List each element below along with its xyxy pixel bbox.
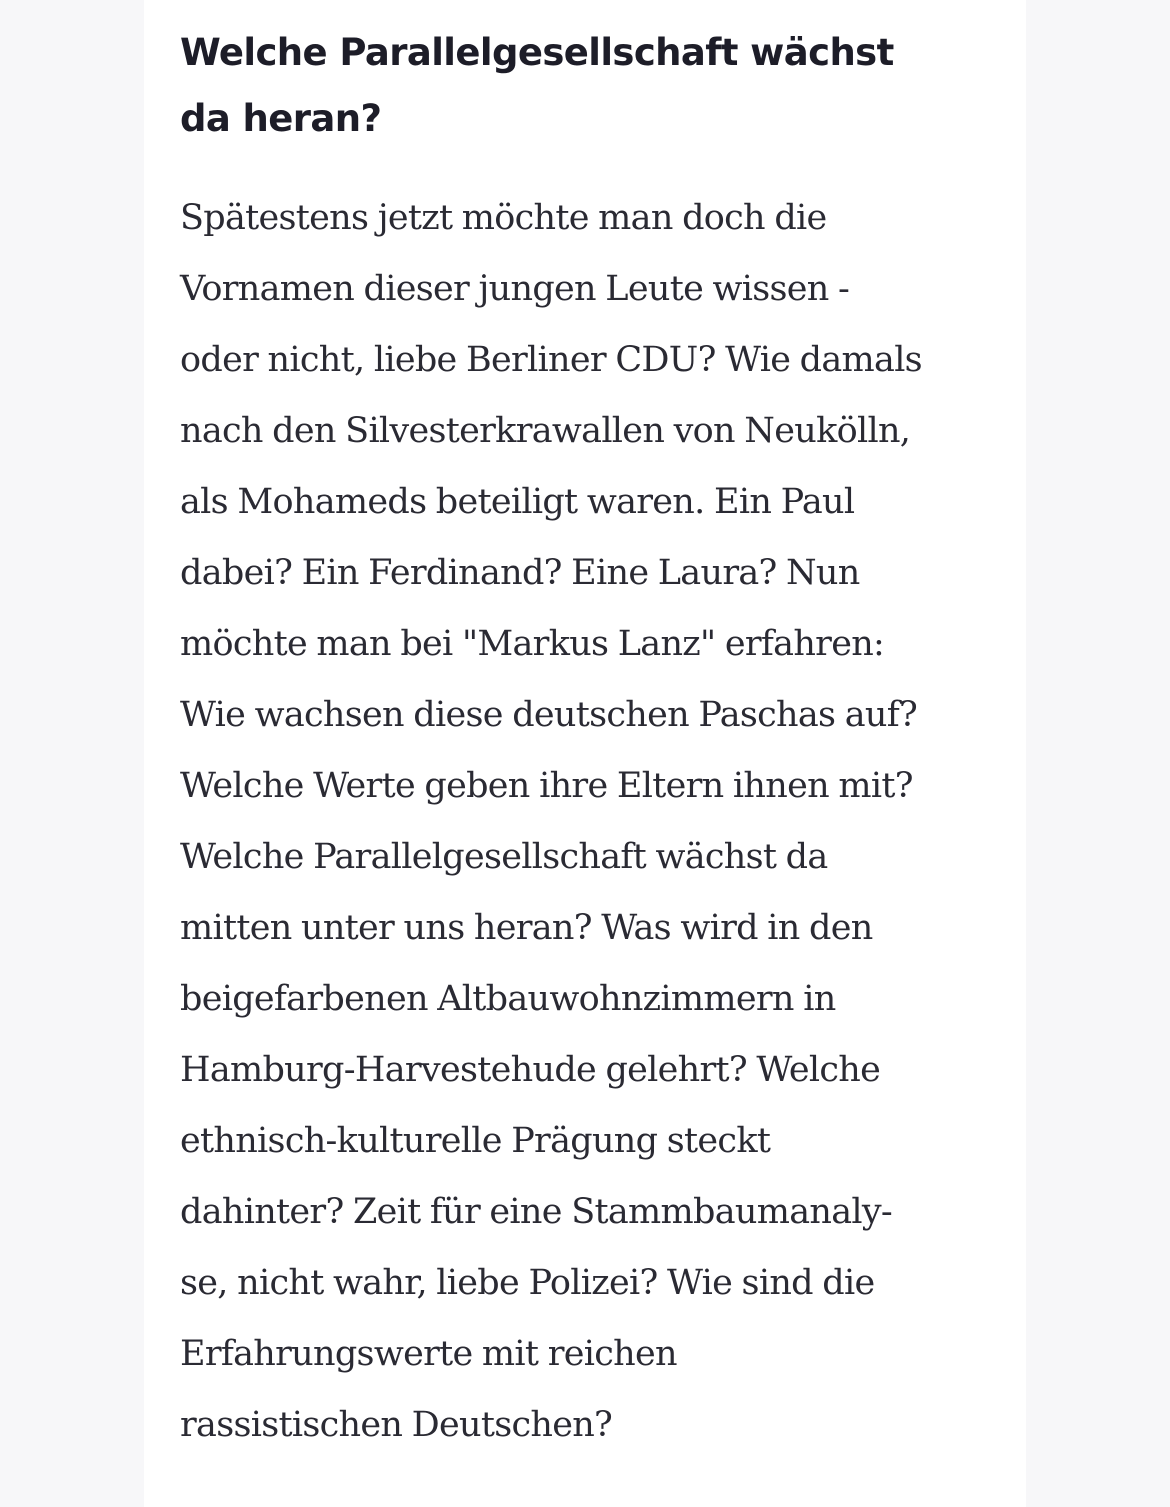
paragraph-line: Wie wachsen diese deutschen Paschas auf? xyxy=(180,695,918,735)
paragraph-line: Welche Parallelgesellschaft wächst da xyxy=(180,837,828,877)
paragraph-line: dahinter? Zeit für eine Stammbaumanaly- xyxy=(180,1192,893,1232)
paragraph-line: Spätestens jetzt möchte man doch die xyxy=(180,198,827,238)
article-body xyxy=(144,0,1026,1507)
paragraph-line: Hamburg-Harvestehude gelehrt? Welche xyxy=(180,1050,881,1090)
paragraph-line: Welche Werte geben ihre Eltern ihnen mit? xyxy=(180,766,913,806)
paragraph-line: Vornamen dieser jungen Leute wissen - xyxy=(180,269,850,309)
paragraph-line: beigefarbenen Altbauwohnzimmern in xyxy=(180,979,836,1019)
article-subheadline xyxy=(180,20,1000,152)
paragraph-line: rassistischen Deutschen? xyxy=(180,1405,613,1445)
paragraph-line: mitten unter uns heran? Was wird in den xyxy=(180,908,873,948)
paragraph-line: Erfahrungswerte mit reichen xyxy=(180,1334,677,1374)
paragraph-line: oder nicht, liebe Berliner CDU? Wie damals xyxy=(180,340,922,380)
article-paragraph xyxy=(180,183,1020,1461)
headline-line-1: Welche Parallelgesellschaft wächst xyxy=(180,31,894,74)
paragraph-line: als Mohameds beteiligt waren. Ein Paul xyxy=(180,482,855,522)
paragraph-line: se, nicht wahr, liebe Polizei? Wie sind die xyxy=(180,1263,875,1303)
paragraph-line: ethnisch-kulturelle Prägung steckt xyxy=(180,1121,771,1161)
paragraph-line: nach den Silvesterkrawallen von Neukölln, xyxy=(180,411,911,451)
paragraph-line: möchte man bei "Markus Lanz" erfahren: xyxy=(180,624,885,664)
headline-line-2: da heran? xyxy=(180,97,382,140)
paragraph-line: dabei? Ein Ferdinand? Eine Laura? Nun xyxy=(180,553,860,593)
